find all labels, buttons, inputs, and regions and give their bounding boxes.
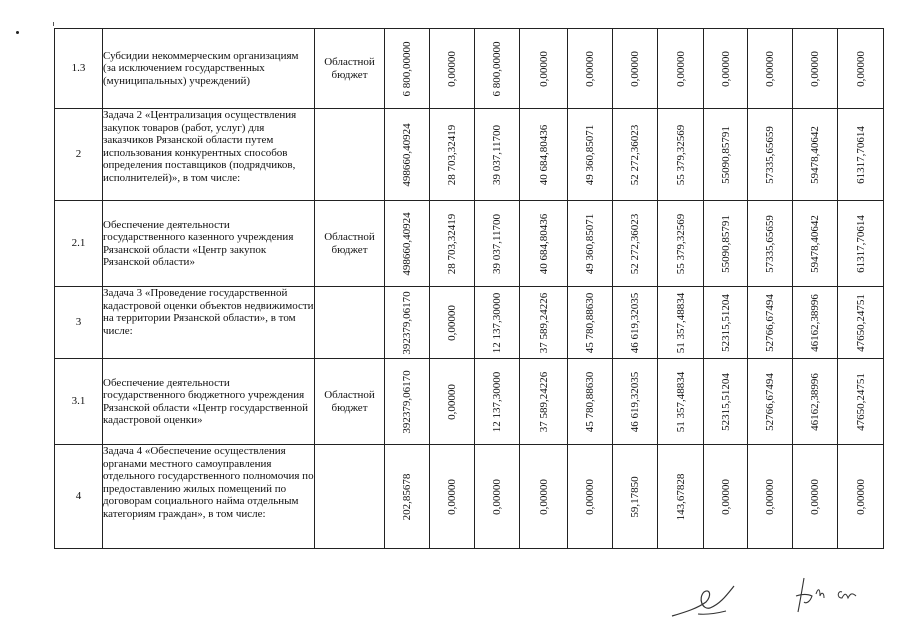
table-row [55,29,884,109]
scan-mark [53,22,54,26]
amount-cell [385,109,430,201]
amount-value: 52766,67494 [763,293,776,352]
amount-value: 55090,85791 [719,125,732,184]
row-number: 1.3 [55,29,103,109]
amount-value: 45 780,88630 [583,371,596,432]
amount-cell [613,201,658,287]
amount-cell [430,109,475,201]
amount-value: 51 357,48834 [674,371,687,432]
amount-value: 52 272,36023 [628,124,641,185]
amount-value: 55090,85791 [719,214,732,273]
amount-cell [838,109,884,201]
amount-cell [704,287,748,359]
amount-value: 51 357,48834 [674,292,687,353]
amount-cell [658,29,704,109]
amount-value: 40 684,80436 [537,124,550,185]
amount-cell [793,201,838,287]
amount-cell [520,445,568,549]
amount-value: 0,00000 [854,50,867,87]
amount-cell [658,287,704,359]
row-number: 4 [55,445,103,549]
amount-cell [385,287,430,359]
row-description: Субсидии некоммерческим организациям (за исключением государственных (муниципальных) учреждений) [103,29,315,109]
amount-cell [748,29,793,109]
amount-cell [520,109,568,201]
amount-cell [430,359,475,445]
amount-value: 57335,65659 [763,125,776,184]
amount-value: 0,00000 [854,478,867,515]
amount-cell [568,287,613,359]
amount-cell [658,201,704,287]
amount-cell [475,287,520,359]
amount-cell [613,29,658,109]
amount-cell [748,445,793,549]
amount-value: 52 272,36023 [628,213,641,274]
amount-value: 49 360,85071 [583,213,596,274]
amount-value: 37 589,24226 [537,292,550,353]
amount-value: 61317,70614 [854,125,867,184]
amount-cell [430,201,475,287]
amount-value: 28 703,32419 [445,213,458,274]
row-number: 2 [55,109,103,201]
amount-cell [613,287,658,359]
amount-cell [430,445,475,549]
amount-cell [658,359,704,445]
amount-cell [704,201,748,287]
row-number: 2.1 [55,201,103,287]
amount-value: 0,00000 [763,478,776,515]
amount-value: 49 360,85071 [583,124,596,185]
amount-value: 12 137,30000 [490,292,503,353]
amount-value: 0,00000 [763,50,776,87]
amount-value: 28 703,32419 [445,124,458,185]
funding-source: Областной бюджет [315,29,385,109]
amount-cell [475,29,520,109]
amount-cell [520,359,568,445]
amount-value: 52315,51204 [719,293,732,352]
amount-cell [475,201,520,287]
budget-table [54,28,884,549]
row-description: Обеспечение деятельности государственного бюджетного учреждения Рязанской области «Центр государственной кадастровой оценки» [103,359,315,445]
table-row [55,359,884,445]
amount-cell [704,359,748,445]
amount-cell [748,359,793,445]
amount-cell [385,359,430,445]
row-number: 3 [55,287,103,359]
funding-source [315,287,385,359]
amount-cell [838,445,884,549]
amount-value: 46 619,32035 [628,292,641,353]
amount-cell [793,359,838,445]
amount-value: 47650,24751 [854,372,867,431]
amount-value: 0,00000 [719,478,732,515]
amount-value: 6 800,00000 [490,41,503,96]
amount-value: 57335,65659 [763,214,776,273]
funding-source: Областной бюджет [315,201,385,287]
amount-cell [520,29,568,109]
amount-cell [568,29,613,109]
amount-cell [748,287,793,359]
funding-source [315,445,385,549]
amount-value: 52766,67494 [763,372,776,431]
amount-value: 0,00000 [808,478,821,515]
amount-cell [658,109,704,201]
amount-value: 39 037,11700 [490,124,503,185]
amount-cell [793,445,838,549]
amount-value: 0,00000 [808,50,821,87]
amount-cell [748,109,793,201]
amount-cell [613,445,658,549]
amount-value: 39 037,11700 [490,213,503,274]
amount-cell [385,201,430,287]
table-row [55,109,884,201]
amount-cell [838,359,884,445]
funding-source: Областной бюджет [315,359,385,445]
amount-cell [793,109,838,201]
table-row [55,445,884,549]
amount-cell [704,109,748,201]
amount-value: 47650,24751 [854,293,867,352]
row-description: Задача 3 «Проведение государственной кадастровой оценки объектов недвижимости на территории Рязанской области», в том числе: [103,287,315,359]
amount-value: 0,00000 [537,50,550,87]
table-row [55,201,884,287]
amount-cell [838,29,884,109]
amount-cell [704,29,748,109]
amount-cell [385,445,430,549]
amount-value: 0,00000 [628,50,641,87]
amount-cell [793,287,838,359]
amount-value: 59478,40642 [808,214,821,273]
amount-cell [613,109,658,201]
amount-value: 0,00000 [583,50,596,87]
amount-value: 52315,51204 [719,372,732,431]
amount-value: 59,17850 [628,475,641,518]
amount-value: 0,00000 [719,50,732,87]
amount-value: 40 684,80436 [537,213,550,274]
amount-value: 55 379,32569 [674,124,687,185]
row-description: Задача 4 «Обеспечение осуществления органами местного самоуправления отдельного государственного полномочия по предоставлению жилых помещений по договорам социального найма отдельным категориям граждан», в том числе: [103,445,315,549]
amount-cell [838,287,884,359]
amount-value: 0,00000 [445,50,458,87]
amount-value: 0,00000 [537,478,550,515]
amount-cell [520,287,568,359]
amount-cell [568,359,613,445]
amount-value: 46162,38996 [808,293,821,352]
amount-cell [475,359,520,445]
amount-cell [838,201,884,287]
amount-value: 0,00000 [445,383,458,420]
amount-value: 0,00000 [490,478,503,515]
amount-cell [475,109,520,201]
amount-value: 202,85678 [400,473,413,520]
amount-value: 61317,70614 [854,214,867,273]
amount-value: 0,00000 [674,50,687,87]
amount-cell [475,445,520,549]
amount-value: 0,00000 [445,304,458,341]
amount-value: 392379,06170 [400,369,413,434]
amount-cell [568,445,613,549]
amount-cell [704,445,748,549]
amount-cell [613,359,658,445]
amount-value: 0,00000 [445,478,458,515]
amount-cell [385,29,430,109]
amount-cell [793,29,838,109]
amount-cell [520,201,568,287]
amount-cell [748,201,793,287]
amount-cell [658,445,704,549]
amount-cell [568,201,613,287]
amount-value: 6 800,00000 [400,41,413,96]
signature-left [668,574,740,622]
amount-value: 143,67828 [674,473,687,520]
amount-value: 59478,40642 [808,125,821,184]
row-description: Задача 2 «Централизация осуществления закупок товаров (работ, услуг) для заказчиков Рязанской области путем использования конкурентных способов определения поставщиков (подрядчиков, исполнителей)», в том числе: [103,109,315,201]
table-row [55,287,884,359]
amount-value: 45 780,88630 [583,292,596,353]
amount-value: 0,00000 [583,478,596,515]
row-description: Обеспечение деятельности государственного казенного учреждения Рязанской области «Центр закупок Рязанской области» [103,201,315,287]
row-number: 3.1 [55,359,103,445]
amount-value: 55 379,32569 [674,213,687,274]
scan-mark [16,31,19,34]
amount-cell [568,109,613,201]
amount-value: 392379,06170 [400,290,413,355]
signature-right [790,572,870,616]
amount-value: 498660,40924 [400,211,413,276]
amount-value: 12 137,30000 [490,371,503,432]
amount-value: 46162,38996 [808,372,821,431]
amount-value: 498660,40924 [400,122,413,187]
amount-cell [430,29,475,109]
funding-source [315,109,385,201]
amount-value: 37 589,24226 [537,371,550,432]
amount-cell [430,287,475,359]
amount-value: 46 619,32035 [628,371,641,432]
